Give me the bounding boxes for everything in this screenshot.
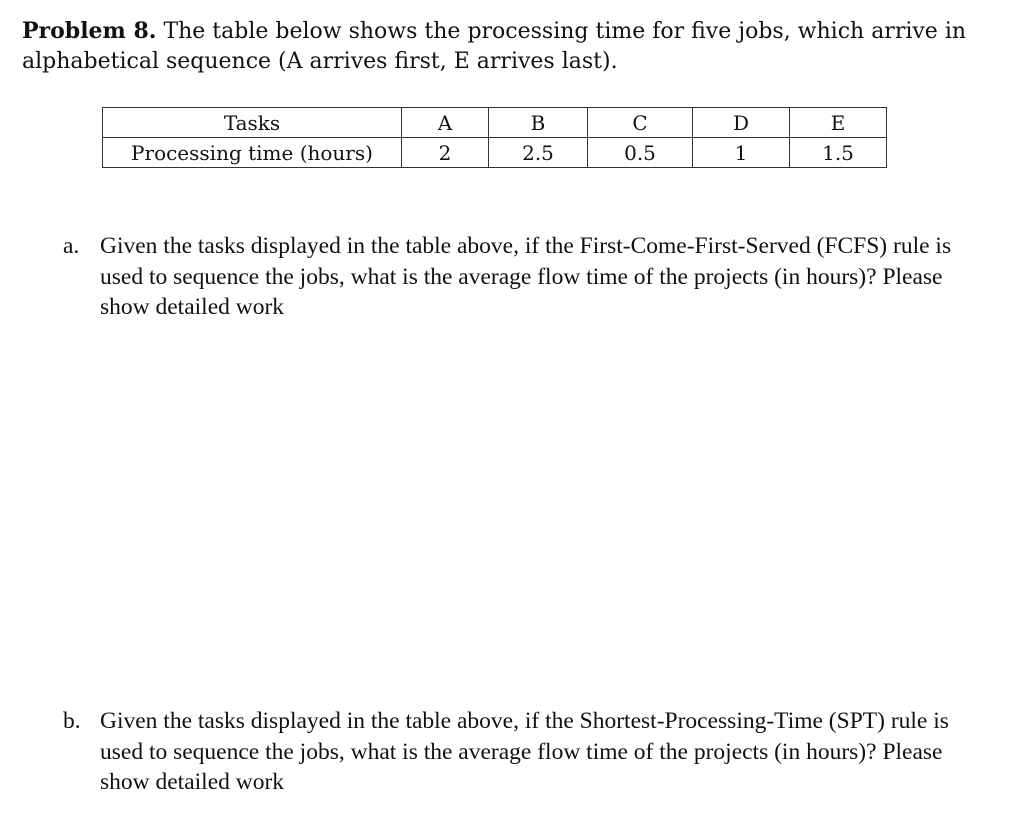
task-cell: B [489,108,588,138]
task-cell: C [588,108,693,138]
problem-statement [22,16,982,77]
time-cell: 0.5 [588,138,693,168]
table-row-tasks [103,108,887,138]
task-cell: D [693,108,790,138]
problem-text: The table below shows the processing time for five jobs, which arrive in alphabetical sequence (A arrives first, E arrives last). [22,19,967,74]
question-marker: a. [63,233,80,259]
processing-time-table [102,107,887,168]
question-text: Given the tasks displayed in the table above, if the First-Come-First-Served (FCFS) rule is used to sequence the jobs, what is the average flow time of the projects (in hours)? Please show detailed work [100,233,952,320]
row-header-tasks: Tasks [103,108,402,138]
question-marker: b. [63,708,81,734]
time-cell: 1 [693,138,790,168]
question-text: Given the tasks displayed in the table above, if the Shortest-Processing-Time (SPT) rule is used to sequence the jobs, what is the average flow time of the projects (in hours)? Please show detailed work [100,708,949,795]
time-cell: 1.5 [790,138,887,168]
table-row-times [103,138,887,168]
problem-label: Problem 8. [22,18,157,44]
question-a [63,231,963,323]
task-cell: A [402,108,489,138]
time-cell: 2.5 [489,138,588,168]
row-header-time: Processing time (hours) [103,138,402,168]
time-cell: 2 [402,138,489,168]
task-cell: E [790,108,887,138]
question-b [63,706,963,798]
